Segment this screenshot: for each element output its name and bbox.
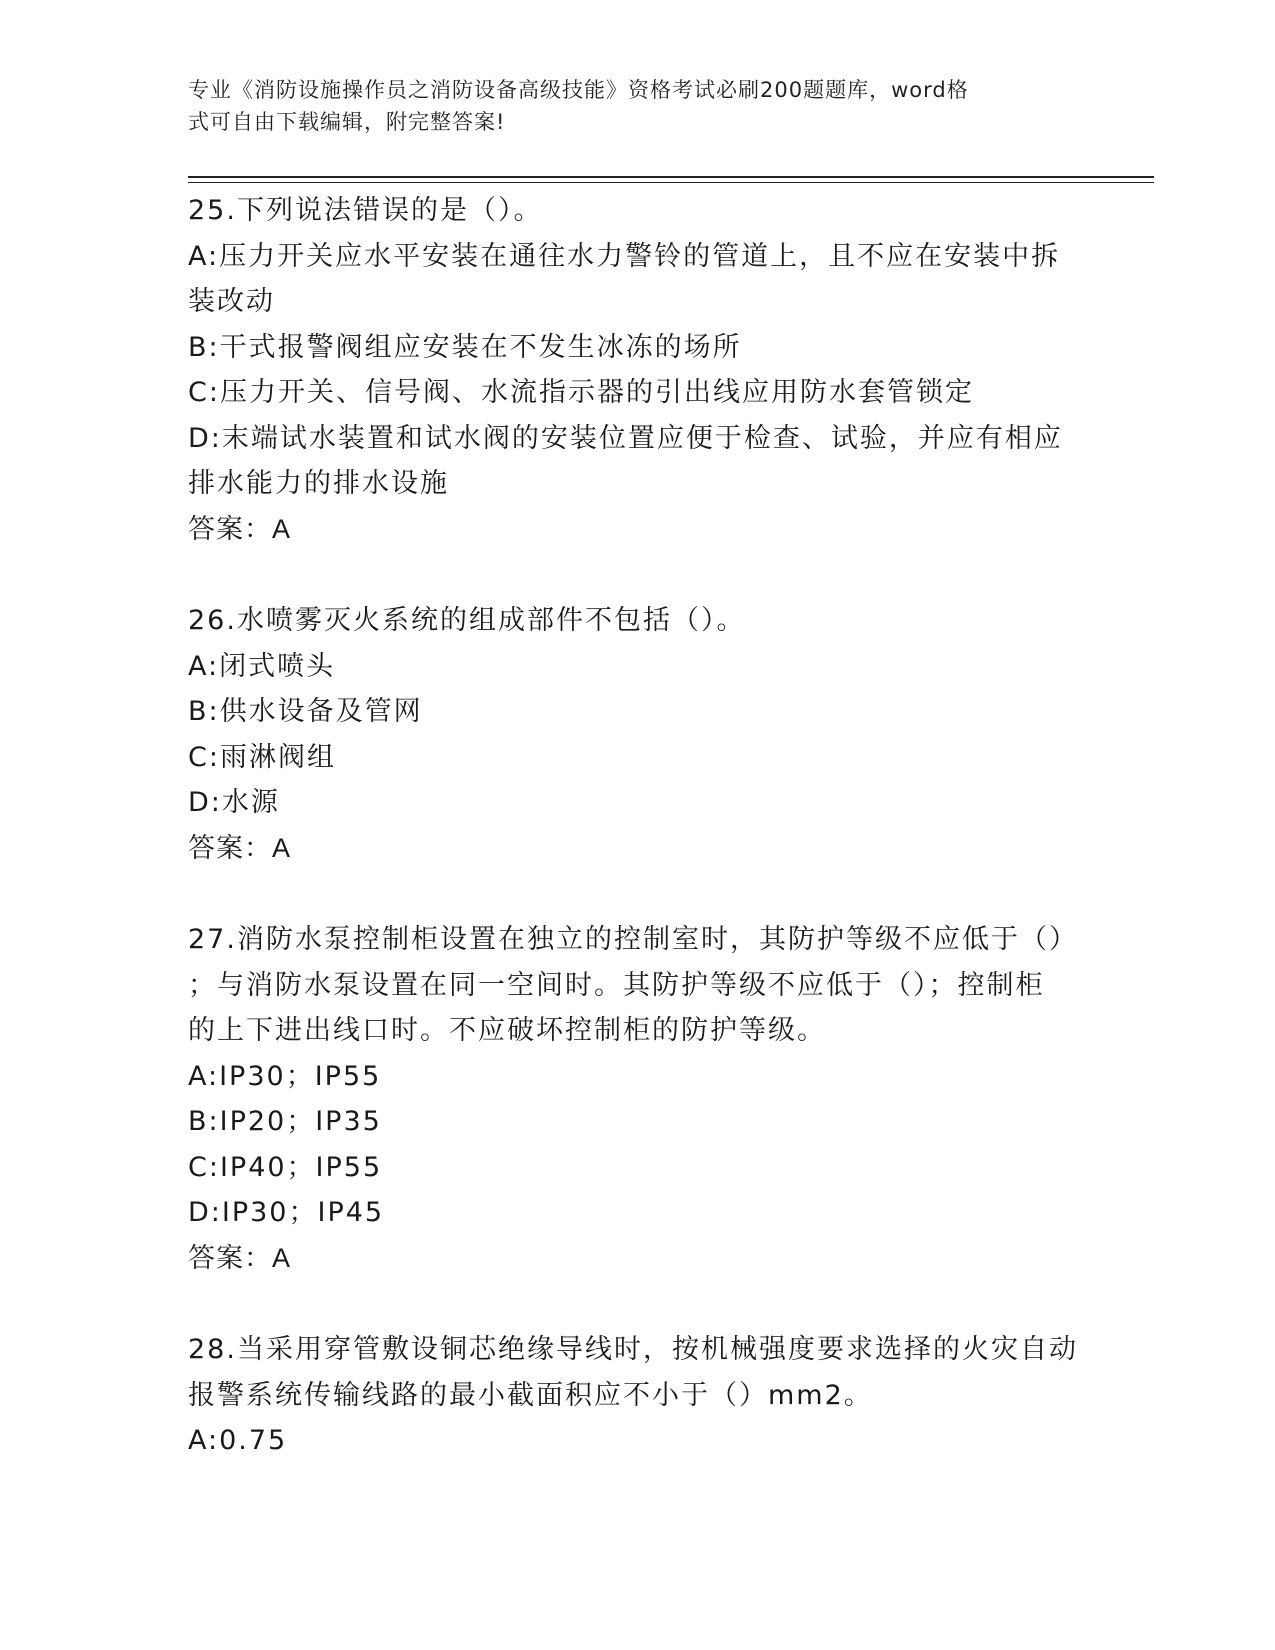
answer-label: 答案：A <box>188 832 292 863</box>
header-line-2: 式可自由下载编辑，附完整答案! <box>188 110 506 134</box>
question-28 <box>188 1327 1088 1464</box>
question-stem-continued: ；与消防水泵设置在同一空间时。其防护等级不应低于（）；控制柜 <box>188 969 1045 1001</box>
option-a: A:IP30；IP55 <box>188 1060 382 1092</box>
header-line-1: 专业《消防设施操作员之消防设备高级技能》资格考试必刷200题题库，word格 <box>188 78 969 102</box>
option-b: B:IP20；IP35 <box>188 1106 382 1137</box>
question-list <box>188 188 1088 1464</box>
question-27 <box>188 917 1088 1281</box>
option-c: C:压力开关、信号阀、水流指示器的引出线应用防水套管锁定 <box>188 377 974 408</box>
header-divider-thin <box>188 182 1154 183</box>
option-d: D:水源 <box>188 787 280 818</box>
document-header <box>188 74 1068 138</box>
option-c: C:雨淋阀组 <box>188 741 336 773</box>
option-a: A:压力开关应水平安装在通往水力警铃的管道上，且不应在安装中拆 <box>188 240 1061 272</box>
option-b: B:干式报警阀组应安装在不发生冰冻的场所 <box>188 331 742 363</box>
option-d: D:IP30；IP45 <box>188 1197 385 1228</box>
option-a-continued: 装改动 <box>188 286 275 317</box>
option-a: A:闭式喷头 <box>188 650 336 682</box>
question-stem: 25.下列说法错误的是（）。 <box>188 195 543 226</box>
question-stem: 26.水喷雾灭火系统的组成部件不包括（）。 <box>188 605 746 636</box>
question-stem: 28.当采用穿管敷设铜芯绝缘导线时，按机械强度要求选择的火灾自动 <box>188 1334 1078 1365</box>
option-d-continued: 排水能力的排水设施 <box>188 468 449 499</box>
question-stem-continued: 的上下进出线口时。不应破坏控制柜的防护等级。 <box>188 1015 826 1046</box>
question-26 <box>188 598 1088 871</box>
question-stem-continued: 报警系统传输线路的最小截面积应不小于（）mm2。 <box>188 1379 873 1411</box>
option-a: A:0.75 <box>188 1425 288 1456</box>
question-stem: 27.消防水泵控制柜设置在独立的控制室时，其防护等级不应低于（） <box>188 924 1078 955</box>
answer-label: 答案：A <box>188 513 292 544</box>
option-b: B:供水设备及管网 <box>188 696 423 727</box>
option-c: C:IP40；IP55 <box>188 1151 383 1183</box>
header-divider-thick <box>188 176 1154 178</box>
option-d: D:末端试水装置和试水阀的安装位置应便于检查、试验，并应有相应 <box>188 422 1063 454</box>
answer-label: 答案：A <box>188 1242 292 1273</box>
question-25 <box>188 188 1088 552</box>
